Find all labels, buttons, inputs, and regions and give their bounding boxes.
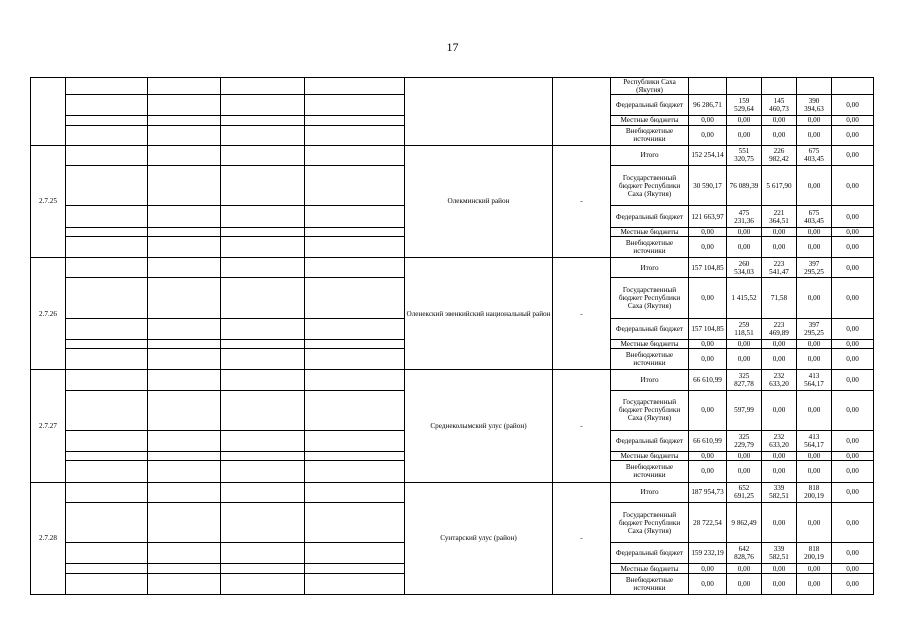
value-cell: 675 403,45 [797, 206, 832, 227]
program-code: 2.7.25 [31, 145, 66, 257]
empty-cell [221, 349, 305, 370]
empty-cell [305, 482, 405, 502]
empty-cell [305, 278, 405, 318]
empty-cell [221, 390, 305, 430]
value-cell: 0,00 [832, 370, 874, 390]
value-cell: 9 862,49 [727, 502, 762, 542]
value-cell: 0,00 [762, 339, 797, 348]
source-label: Внебюджетные источники [611, 461, 689, 482]
source-label: Государственный бюджет Республики Саха (Якутия) [611, 502, 689, 542]
empty-cell [221, 116, 305, 125]
value-cell: 0,00 [689, 461, 727, 482]
value-cell: 0,00 [832, 227, 874, 236]
empty-cell [305, 573, 405, 594]
source-label: Республики Саха (Якутия) [611, 78, 689, 95]
empty-cell [66, 318, 148, 339]
page-number: 17 [446, 40, 459, 54]
empty-cell [148, 227, 221, 236]
empty-cell [66, 370, 148, 390]
empty-cell [221, 236, 305, 257]
value-cell: 0,00 [797, 125, 832, 145]
empty-cell [221, 452, 305, 461]
empty-cell [305, 349, 405, 370]
value-cell: 157 104,85 [689, 318, 727, 339]
value-cell: 260 534,03 [727, 258, 762, 278]
value-cell: 0,00 [689, 573, 727, 594]
value-cell: 0,00 [797, 339, 832, 348]
empty-cell [66, 145, 148, 165]
value-cell: 0,00 [762, 227, 797, 236]
value-cell: 30 590,17 [689, 165, 727, 205]
value-cell: 0,00 [689, 390, 727, 430]
empty-cell [221, 278, 305, 318]
value-cell: 0,00 [727, 461, 762, 482]
empty-cell [66, 349, 148, 370]
value-cell: 0,00 [832, 564, 874, 573]
empty-cell [148, 125, 221, 145]
value-cell: 0,00 [689, 452, 727, 461]
value-cell: 339 582,51 [762, 482, 797, 502]
table-row [31, 145, 874, 165]
empty-cell [221, 227, 305, 236]
source-label: Итого [611, 145, 689, 165]
value-cell: 0,00 [689, 116, 727, 125]
value-cell: 223 469,89 [762, 318, 797, 339]
value-cell: 0,00 [832, 145, 874, 165]
source-label: Местные бюджеты [611, 339, 689, 348]
value-cell: 0,00 [832, 236, 874, 257]
empty-cell [221, 258, 305, 278]
value-cell: 1 415,52 [727, 278, 762, 318]
value-cell: 551 320,75 [727, 145, 762, 165]
empty-cell [305, 370, 405, 390]
source-label: Местные бюджеты [611, 564, 689, 573]
value-cell: 818 200,19 [797, 543, 832, 564]
value-cell: 0,00 [762, 349, 797, 370]
empty-cell [66, 258, 148, 278]
value-cell: 0,00 [689, 564, 727, 573]
empty-cell [221, 502, 305, 542]
empty-cell [66, 452, 148, 461]
empty-cell [221, 543, 305, 564]
value-cell: 0,00 [727, 125, 762, 145]
empty-cell [689, 78, 727, 95]
empty-cell [66, 339, 148, 348]
empty-cell [66, 125, 148, 145]
value-cell: 0,00 [797, 236, 832, 257]
source-label: Местные бюджеты [611, 227, 689, 236]
value-cell: 0,00 [689, 339, 727, 348]
empty-cell [148, 78, 221, 95]
value-cell: 187 954,73 [689, 482, 727, 502]
value-cell: 0,00 [832, 573, 874, 594]
value-cell: 157 104,85 [689, 258, 727, 278]
district-name: Среднеколымский улус (район) [405, 370, 553, 482]
empty-cell [221, 206, 305, 227]
value-cell: 0,00 [727, 564, 762, 573]
value-cell: 0,00 [797, 390, 832, 430]
value-cell: 76 089,39 [727, 165, 762, 205]
empty-cell [148, 236, 221, 257]
value-cell: 152 254,14 [689, 145, 727, 165]
empty-cell [31, 78, 66, 146]
dash-cell [553, 78, 611, 146]
empty-cell [66, 502, 148, 542]
empty-cell [66, 564, 148, 573]
program-code: 2.7.28 [31, 482, 66, 594]
empty-cell [148, 390, 221, 430]
empty-cell [148, 452, 221, 461]
empty-cell [148, 258, 221, 278]
empty-cell [148, 573, 221, 594]
value-cell: 0,00 [797, 116, 832, 125]
budget-table [30, 77, 874, 595]
value-cell: 325 229,79 [727, 430, 762, 451]
value-cell: 0,00 [832, 116, 874, 125]
empty-cell [148, 430, 221, 451]
value-cell: 0,00 [762, 564, 797, 573]
dash-cell: - [553, 482, 611, 594]
empty-cell [148, 206, 221, 227]
value-cell: 0,00 [797, 227, 832, 236]
value-cell: 221 364,51 [762, 206, 797, 227]
value-cell: 642 828,76 [727, 543, 762, 564]
source-label: Федеральный бюджет [611, 318, 689, 339]
empty-cell [148, 278, 221, 318]
empty-cell [221, 95, 305, 116]
value-cell: 0,00 [832, 165, 874, 205]
value-cell: 0,00 [797, 564, 832, 573]
value-cell: 0,00 [762, 390, 797, 430]
empty-cell [305, 318, 405, 339]
source-label: Федеральный бюджет [611, 95, 689, 116]
dash-cell: - [553, 370, 611, 482]
value-cell: 28 722,54 [689, 502, 727, 542]
empty-cell [66, 236, 148, 257]
dash-cell: - [553, 258, 611, 370]
empty-cell [305, 502, 405, 542]
empty-cell [305, 430, 405, 451]
value-cell: 232 633,20 [762, 370, 797, 390]
empty-cell [221, 78, 305, 95]
empty-cell [305, 452, 405, 461]
value-cell: 96 286,71 [689, 95, 727, 116]
value-cell: 0,00 [762, 573, 797, 594]
source-label: Итого [611, 258, 689, 278]
empty-cell [305, 227, 405, 236]
empty-cell [305, 564, 405, 573]
empty-cell [305, 258, 405, 278]
empty-cell [66, 573, 148, 594]
empty-cell [66, 78, 148, 95]
value-cell: 675 403,45 [797, 145, 832, 165]
value-cell: 0,00 [832, 502, 874, 542]
empty-cell [797, 78, 832, 95]
value-cell: 0,00 [832, 543, 874, 564]
value-cell: 0,00 [689, 227, 727, 236]
value-cell: 652 691,25 [727, 482, 762, 502]
source-label: Местные бюджеты [611, 116, 689, 125]
empty-cell [148, 482, 221, 502]
value-cell: 0,00 [727, 349, 762, 370]
empty-cell [66, 165, 148, 205]
value-cell: 397 295,25 [797, 258, 832, 278]
value-cell: 0,00 [727, 236, 762, 257]
value-cell: 5 617,90 [762, 165, 797, 205]
empty-cell [148, 564, 221, 573]
empty-cell [66, 461, 148, 482]
empty-cell [305, 125, 405, 145]
empty-cell [305, 461, 405, 482]
value-cell: 0,00 [832, 452, 874, 461]
empty-cell [148, 95, 221, 116]
empty-cell [305, 236, 405, 257]
empty-cell [148, 461, 221, 482]
value-cell: 475 231,36 [727, 206, 762, 227]
value-cell: 121 663,97 [689, 206, 727, 227]
empty-cell [727, 78, 762, 95]
empty-cell [221, 573, 305, 594]
empty-cell [305, 78, 405, 95]
value-cell: 0,00 [797, 502, 832, 542]
program-code: 2.7.27 [31, 370, 66, 482]
value-cell: 0,00 [832, 125, 874, 145]
empty-cell [148, 349, 221, 370]
source-label: Внебюджетные источники [611, 349, 689, 370]
district-name: Оленекский эвенкийский национальный район [405, 258, 553, 370]
table-row [31, 482, 874, 502]
value-cell: 0,00 [832, 482, 874, 502]
empty-cell [221, 125, 305, 145]
source-label: Внебюджетные источники [611, 573, 689, 594]
value-cell: 325 827,78 [727, 370, 762, 390]
empty-cell [221, 482, 305, 502]
value-cell: 145 460,73 [762, 95, 797, 116]
value-cell: 0,00 [832, 430, 874, 451]
value-cell: 0,00 [832, 258, 874, 278]
value-cell: 0,00 [727, 452, 762, 461]
empty-cell [221, 165, 305, 205]
source-label: Федеральный бюджет [611, 430, 689, 451]
value-cell: 71,58 [762, 278, 797, 318]
source-label: Местные бюджеты [611, 452, 689, 461]
source-label: Итого [611, 482, 689, 502]
empty-cell [148, 165, 221, 205]
empty-cell [66, 227, 148, 236]
value-cell: 0,00 [762, 502, 797, 542]
empty-cell [832, 78, 874, 95]
source-label: Федеральный бюджет [611, 543, 689, 564]
value-cell: 159 529,64 [727, 95, 762, 116]
value-cell: 0,00 [762, 236, 797, 257]
empty-cell [66, 206, 148, 227]
value-cell: 0,00 [797, 349, 832, 370]
empty-cell [305, 206, 405, 227]
value-cell: 0,00 [689, 236, 727, 257]
value-cell: 0,00 [762, 116, 797, 125]
empty-cell [305, 116, 405, 125]
empty-cell [221, 430, 305, 451]
value-cell: 0,00 [689, 125, 727, 145]
empty-cell [148, 116, 221, 125]
empty-cell [221, 145, 305, 165]
value-cell: 0,00 [762, 125, 797, 145]
value-cell: 66 610,99 [689, 370, 727, 390]
value-cell: 390 394,63 [797, 95, 832, 116]
source-label: Внебюджетные источники [611, 125, 689, 145]
empty-cell [148, 370, 221, 390]
program-code: 2.7.26 [31, 258, 66, 370]
value-cell: 339 582,51 [762, 543, 797, 564]
source-label: Итого [611, 370, 689, 390]
dash-cell: - [553, 145, 611, 257]
empty-cell [305, 145, 405, 165]
empty-cell [221, 318, 305, 339]
empty-cell [66, 482, 148, 502]
value-cell: 0,00 [797, 573, 832, 594]
empty-cell [148, 543, 221, 564]
empty-cell [305, 543, 405, 564]
value-cell: 0,00 [832, 206, 874, 227]
source-label: Государственный бюджет Республики Саха (Якутия) [611, 165, 689, 205]
value-cell: 159 232,19 [689, 543, 727, 564]
empty-cell [762, 78, 797, 95]
district-name: Олекминский район [405, 145, 553, 257]
empty-cell [148, 502, 221, 542]
source-label: Государственный бюджет Республики Саха (Якутия) [611, 278, 689, 318]
value-cell: 0,00 [797, 452, 832, 461]
value-cell: 0,00 [727, 573, 762, 594]
empty-cell [148, 318, 221, 339]
empty-cell [305, 165, 405, 205]
empty-cell [305, 95, 405, 116]
value-cell: 0,00 [832, 349, 874, 370]
empty-cell [66, 543, 148, 564]
value-cell: 0,00 [832, 339, 874, 348]
value-cell: 0,00 [797, 278, 832, 318]
value-cell: 0,00 [727, 227, 762, 236]
value-cell: 413 564,17 [797, 370, 832, 390]
empty-cell [148, 339, 221, 348]
value-cell: 0,00 [762, 461, 797, 482]
table-row [31, 258, 874, 278]
value-cell: 0,00 [689, 278, 727, 318]
table-row [31, 370, 874, 390]
district-name: Сунтарский улус (район) [405, 482, 553, 594]
value-cell: 0,00 [727, 116, 762, 125]
empty-cell [66, 390, 148, 430]
value-cell: 0,00 [832, 278, 874, 318]
empty-cell [221, 461, 305, 482]
value-cell: 259 118,51 [727, 318, 762, 339]
value-cell: 66 610,99 [689, 430, 727, 451]
empty-cell [221, 370, 305, 390]
district-cell [405, 78, 553, 146]
value-cell: 0,00 [832, 95, 874, 116]
value-cell: 597,99 [727, 390, 762, 430]
empty-cell [221, 339, 305, 348]
value-cell: 0,00 [832, 318, 874, 339]
source-label: Государственный бюджет Республики Саха (Якутия) [611, 390, 689, 430]
value-cell: 0,00 [832, 390, 874, 430]
source-label: Внебюджетные источники [611, 236, 689, 257]
value-cell: 0,00 [762, 452, 797, 461]
source-label: Федеральный бюджет [611, 206, 689, 227]
value-cell: 413 564,17 [797, 430, 832, 451]
value-cell: 0,00 [832, 461, 874, 482]
value-cell: 818 200,19 [797, 482, 832, 502]
empty-cell [66, 430, 148, 451]
empty-cell [66, 278, 148, 318]
empty-cell [148, 145, 221, 165]
empty-cell [221, 564, 305, 573]
value-cell: 397 295,25 [797, 318, 832, 339]
value-cell: 0,00 [797, 165, 832, 205]
value-cell: 232 633,20 [762, 430, 797, 451]
value-cell: 0,00 [797, 461, 832, 482]
empty-cell [66, 95, 148, 116]
value-cell: 223 541,47 [762, 258, 797, 278]
empty-cell [305, 339, 405, 348]
empty-cell [66, 116, 148, 125]
value-cell: 0,00 [727, 339, 762, 348]
value-cell: 0,00 [689, 349, 727, 370]
empty-cell [305, 390, 405, 430]
table-row [31, 78, 874, 95]
value-cell: 226 982,42 [762, 145, 797, 165]
